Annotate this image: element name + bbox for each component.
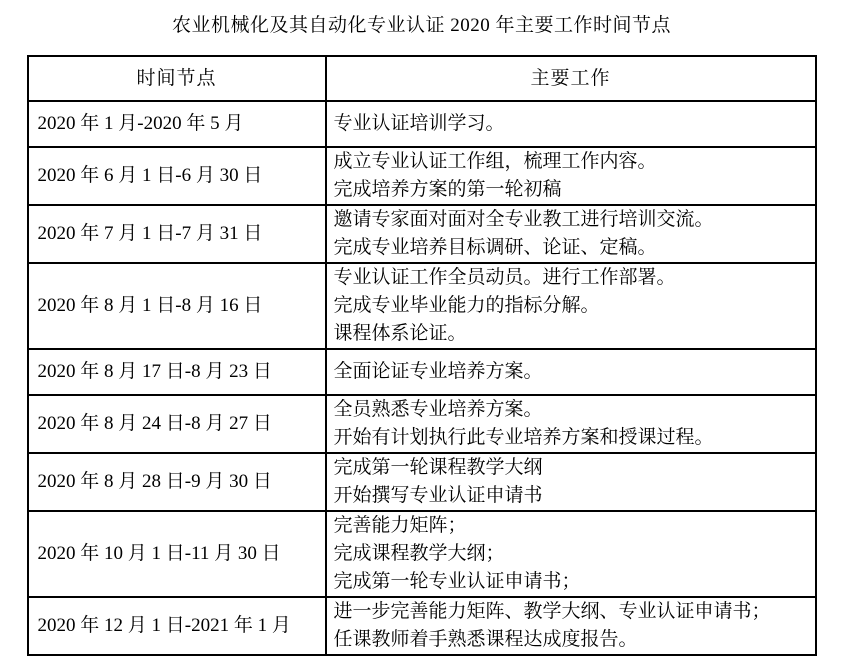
task-line: 完成课程教学大纲；	[333, 543, 505, 564]
table-row	[28, 511, 816, 597]
table-body	[28, 101, 816, 655]
task-line: 专业认证工作全员动员。进行工作部署。	[333, 267, 676, 288]
main-work-cell	[326, 395, 816, 453]
table-row	[28, 597, 816, 655]
task-line: 完成第一轮课程教学大纲	[333, 457, 543, 478]
task-line: 开始有计划执行此专业培养方案和授课过程。	[333, 427, 714, 448]
time-node-cell: 2020 年 8 月 1 日-8 月 16 日	[28, 263, 326, 349]
main-work-cell	[326, 147, 816, 205]
task-line: 成立专业认证工作组，梳理工作内容。	[333, 151, 657, 172]
task-line: 全员熟悉专业培养方案。	[333, 399, 543, 420]
table-row	[28, 349, 816, 395]
task-line: 任课教师着手熟悉课程达成度报告。	[333, 629, 638, 650]
time-node-cell: 2020 年 8 月 24 日-8 月 27 日	[28, 395, 326, 453]
task-line: 进一步完善能力矩阵、教学大纲、专业认证申请书；	[333, 601, 771, 622]
task-line: 完成第一轮专业认证申请书；	[333, 571, 581, 592]
task-line: 专业认证培训学习。	[333, 113, 505, 134]
table-row	[28, 453, 816, 511]
table-row	[28, 263, 816, 349]
table-row	[28, 147, 816, 205]
header-main-work: 主要工作	[326, 56, 816, 101]
task-line: 完成专业毕业能力的指标分解。	[333, 295, 600, 316]
schedule-table	[27, 55, 817, 656]
main-work-cell	[326, 511, 816, 597]
time-node-cell: 2020 年 7 月 1 日-7 月 31 日	[28, 205, 326, 263]
task-line: 完善能力矩阵；	[333, 515, 467, 536]
main-work-cell	[326, 349, 816, 395]
task-line: 课程体系论证。	[333, 323, 467, 344]
table-row	[28, 205, 816, 263]
time-node-cell: 2020 年 12 月 1 日-2021 年 1 月	[28, 597, 326, 655]
time-node-cell: 2020 年 10 月 1 日-11 月 30 日	[28, 511, 326, 597]
time-node-cell: 2020 年 1 月-2020 年 5 月	[28, 101, 326, 147]
page-title: 农业机械化及其自动化专业认证 2020 年主要工作时间节点	[171, 15, 671, 36]
time-node-cell: 2020 年 8 月 28 日-9 月 30 日	[28, 453, 326, 511]
main-work-cell	[326, 205, 816, 263]
task-line: 全面论证专业培养方案。	[333, 361, 543, 382]
main-work-cell	[326, 101, 816, 147]
main-work-cell	[326, 263, 816, 349]
time-node-cell: 2020 年 6 月 1 日-6 月 30 日	[28, 147, 326, 205]
time-node-cell: 2020 年 8 月 17 日-8 月 23 日	[28, 349, 326, 395]
main-work-cell	[326, 597, 816, 655]
task-line: 完成专业培养目标调研、论证、定稿。	[333, 237, 657, 258]
table-row	[28, 101, 816, 147]
main-work-cell	[326, 453, 816, 511]
header-time-node: 时间节点	[28, 56, 326, 101]
task-line: 完成培养方案的第一轮初稿	[333, 179, 562, 200]
table-row	[28, 395, 816, 453]
task-line: 开始撰写专业认证申请书	[333, 485, 543, 506]
task-line: 邀请专家面对面对全专业教工进行培训交流。	[333, 209, 714, 230]
table-header-row	[28, 56, 816, 101]
